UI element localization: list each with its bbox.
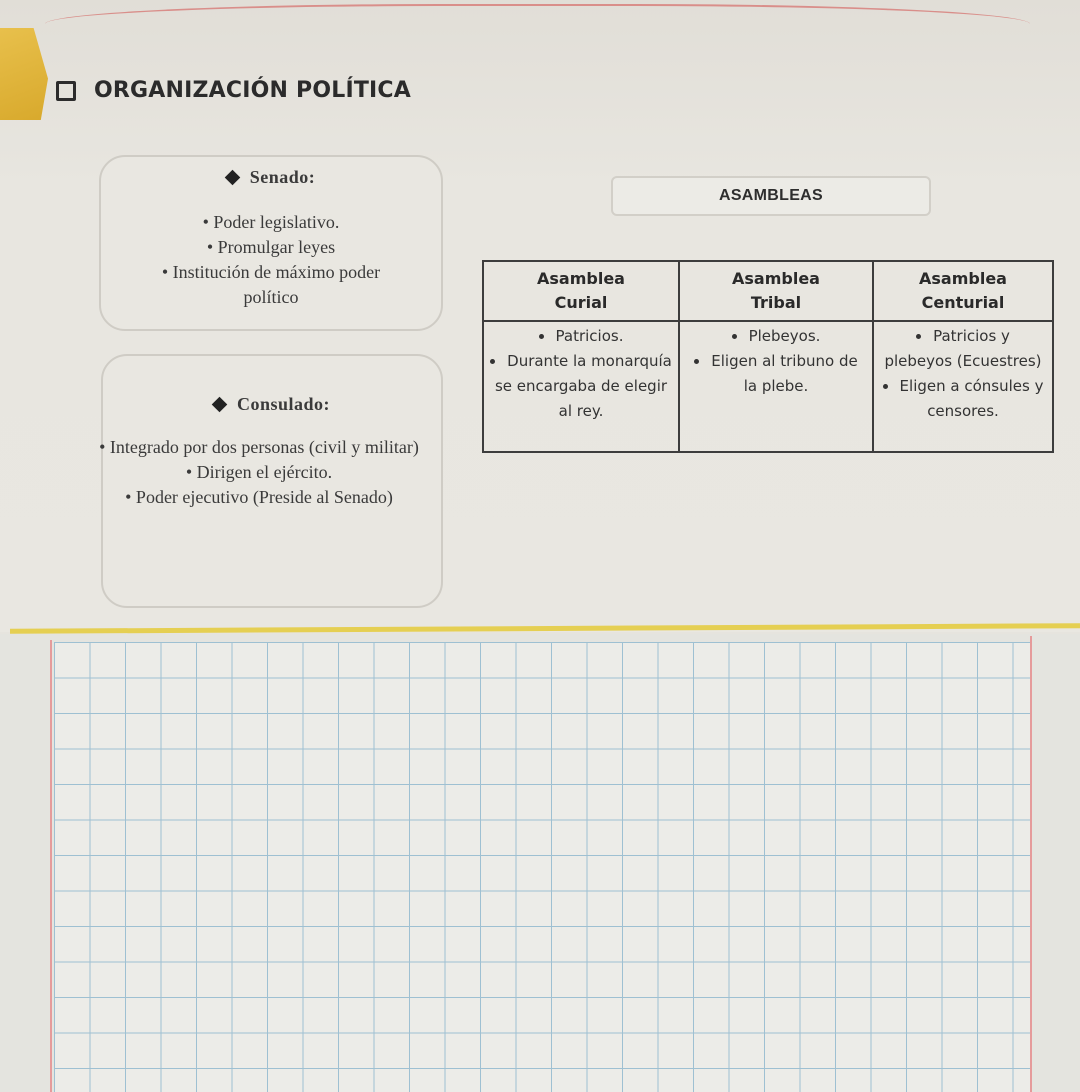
list-item [490, 324, 672, 349]
bullet-icon [490, 359, 495, 364]
senado-lines [101, 210, 441, 310]
bullet-icon [732, 334, 737, 339]
list-item [490, 349, 672, 424]
cell-centurial [873, 321, 1053, 452]
item-text: Plebeyos. [748, 327, 821, 345]
list-item [686, 349, 866, 399]
header-line: Asamblea [732, 269, 820, 288]
column-header-tribal [679, 261, 873, 321]
item-text: Patricios. [555, 327, 624, 345]
item-text: Eligen a cónsules y censores. [899, 377, 1044, 420]
senado-line: • Poder legislativo. [202, 212, 340, 232]
heading-title: ORGANIZACIÓN POLÍTICA [94, 78, 412, 103]
list-item [686, 324, 866, 349]
header-line: Curial [554, 293, 608, 312]
consulado-line: • Integrado por dos personas (civil y militar) [99, 437, 419, 457]
bullet-icon [539, 334, 544, 339]
section-heading [56, 78, 411, 103]
item-text: Eligen al tribuno de la plebe. [711, 352, 858, 395]
header-line: Asamblea [919, 269, 1007, 288]
header-line: Asamblea [537, 269, 625, 288]
asambleas-table [482, 260, 1054, 453]
column-header-centurial [873, 261, 1053, 321]
senado-line: • Institución de máximo poder político [161, 262, 381, 307]
diamond-bullet-icon [224, 170, 240, 186]
header-line: Tribal [750, 293, 802, 312]
consulado-line: • Poder ejecutivo (Preside al Senado) [125, 487, 393, 507]
bullet-icon [883, 384, 888, 389]
item-text: Durante la monarquía se encargaba de elegir al rey. [494, 352, 672, 420]
diamond-bullet-icon [212, 397, 228, 413]
header-line: Centurial [921, 293, 1005, 312]
bullet-icon [916, 334, 921, 339]
senado-box [99, 155, 443, 331]
senado-title: Senado: [249, 167, 316, 187]
bullet-icon [694, 359, 699, 364]
senado-title-row [101, 167, 441, 188]
cell-tribal [679, 321, 873, 452]
item-text: Patricios y plebeyos (Ecuestres) [884, 327, 1042, 370]
list-item [880, 374, 1046, 424]
column-header-curial [483, 261, 679, 321]
grid-paper [54, 642, 1032, 1092]
consulado-lines [87, 435, 431, 510]
consulado-box [101, 354, 443, 608]
left-margin-line [50, 640, 52, 1092]
asambleas-title: ASAMBLEAS [611, 176, 931, 216]
consulado-title: Consulado: [236, 394, 331, 414]
consulado-line: • Dirigen el ejército. [185, 462, 333, 482]
senado-line: • Promulgar leyes [206, 237, 336, 257]
table-header-row [483, 261, 1053, 321]
list-item [880, 324, 1046, 374]
table-row [483, 321, 1053, 452]
checkbox-icon [56, 81, 76, 101]
cell-curial [483, 321, 679, 452]
consulado-title-row [103, 394, 441, 415]
right-margin-line [1030, 636, 1032, 1092]
